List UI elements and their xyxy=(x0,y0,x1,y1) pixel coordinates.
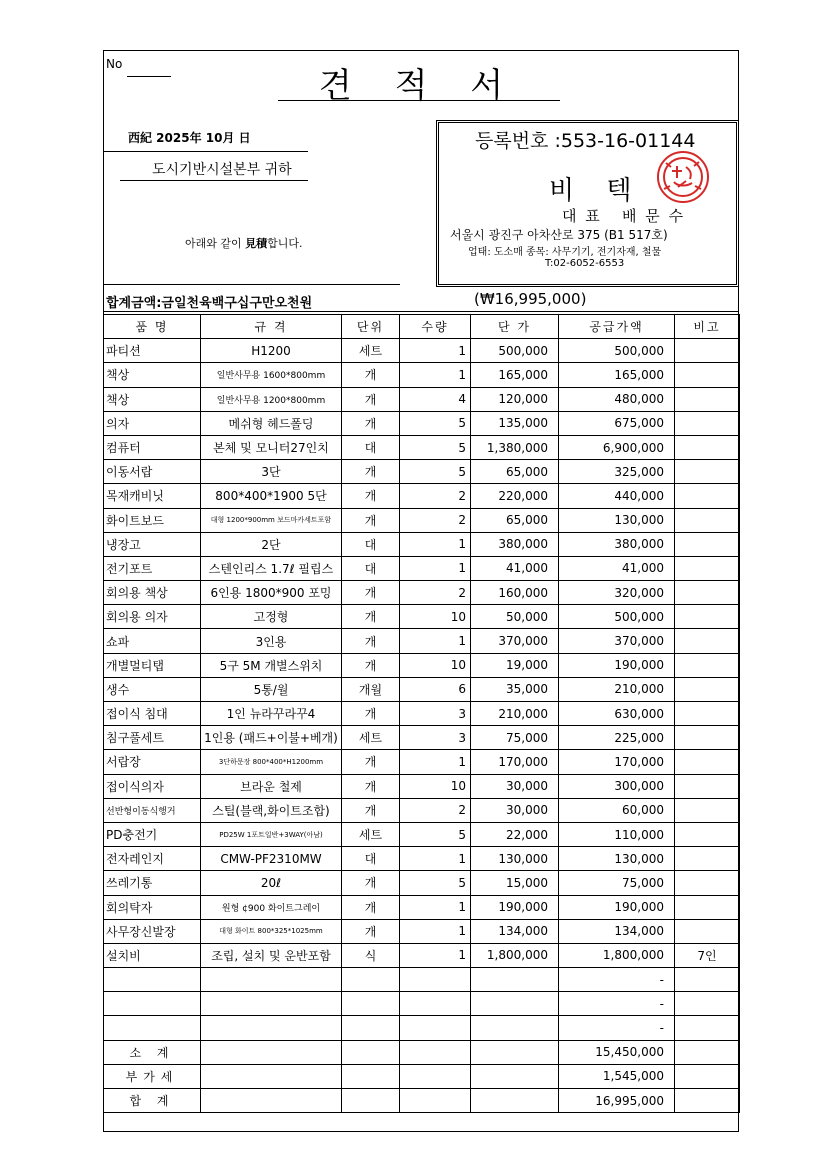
cell-note xyxy=(675,556,740,580)
table-row xyxy=(104,387,740,411)
cell-name: 설치비 xyxy=(104,943,201,967)
summary-value: 1,545,000 xyxy=(559,1064,675,1088)
cell-qty: 6 xyxy=(400,677,471,701)
summary-label: 합 계 xyxy=(104,1089,201,1113)
cell-name: 컴퓨터 xyxy=(104,435,201,459)
registration-number: 등록번호 :553-16-01144 xyxy=(475,130,696,152)
cell-name: 의자 xyxy=(104,411,201,435)
cell-note xyxy=(675,992,740,1016)
number-label: No xyxy=(106,57,123,71)
column-header-price: 단 가 xyxy=(471,315,559,339)
cell-qty: 2 xyxy=(400,798,471,822)
cell-price: 380,000 xyxy=(471,532,559,556)
cell-spec: 대형 1200*900mm 보드마카세트포함 xyxy=(201,508,342,532)
cell-note xyxy=(675,847,740,871)
cell-qty: 2 xyxy=(400,508,471,532)
cell-unit: 개 xyxy=(342,798,400,822)
table-row xyxy=(104,919,740,943)
table-row xyxy=(104,339,740,363)
cell-unit: 개 xyxy=(342,484,400,508)
cell-note xyxy=(675,919,740,943)
column-header-name: 품 명 xyxy=(104,315,201,339)
cell-spec: 6인용 1800*900 포밍 xyxy=(201,581,342,605)
table-row xyxy=(104,774,740,798)
summary-empty-cell xyxy=(675,1089,740,1113)
cell-qty: 1 xyxy=(400,943,471,967)
table-row xyxy=(104,992,740,1016)
summary-empty-cell xyxy=(342,1064,400,1088)
cell-price: 22,000 xyxy=(471,822,559,846)
summary-empty-cell xyxy=(471,1089,559,1113)
summary-empty-cell xyxy=(400,1089,471,1113)
cell-name: 책상 xyxy=(104,363,201,387)
cell-qty: 2 xyxy=(400,581,471,605)
cell-unit: 개월 xyxy=(342,677,400,701)
cell-name: 접이식 침대 xyxy=(104,702,201,726)
cell-supply: 630,000 xyxy=(559,702,675,726)
cell-price: 500,000 xyxy=(471,339,559,363)
cell-spec: 5통/월 xyxy=(201,677,342,701)
cell-name: 서랍장 xyxy=(104,750,201,774)
supplier-address: 서울시 광진구 아차산로 375 (B1 517호) xyxy=(450,228,668,242)
cell-note xyxy=(675,822,740,846)
table-row xyxy=(104,532,740,556)
cell-note xyxy=(675,750,740,774)
cell-supply: 130,000 xyxy=(559,508,675,532)
company-seal-stamp xyxy=(654,149,712,205)
cell-unit xyxy=(342,1016,400,1040)
total-amount-number: (₩16,995,000) xyxy=(474,290,587,308)
cell-name: 책상 xyxy=(104,387,201,411)
summary-row xyxy=(104,1040,740,1064)
cell-unit: 대 xyxy=(342,532,400,556)
cell-spec: 일반사무용 1200*800mm xyxy=(201,387,342,411)
cell-note xyxy=(675,581,740,605)
cell-name: 목재캐비닛 xyxy=(104,484,201,508)
cell-price xyxy=(471,968,559,992)
table-row xyxy=(104,677,740,701)
cell-note xyxy=(675,387,740,411)
cell-supply: 41,000 xyxy=(559,556,675,580)
cell-unit: 개 xyxy=(342,411,400,435)
table-row xyxy=(104,798,740,822)
cell-note xyxy=(675,653,740,677)
cell-qty: 2 xyxy=(400,484,471,508)
cell-spec: 3인용 xyxy=(201,629,342,653)
page-title: 견 적 서 xyxy=(318,66,520,106)
cell-spec: 원형 ¢900 화이트그레이 xyxy=(201,895,342,919)
cell-price: 35,000 xyxy=(471,677,559,701)
cell-price: 65,000 xyxy=(471,460,559,484)
cell-supply: 190,000 xyxy=(559,653,675,677)
summary-empty-cell xyxy=(400,1040,471,1064)
cell-spec: 스틸(블랙,화이트조합) xyxy=(201,798,342,822)
cell-name xyxy=(104,992,201,1016)
table-row xyxy=(104,605,740,629)
cell-price: 50,000 xyxy=(471,605,559,629)
cell-qty: 10 xyxy=(400,653,471,677)
cell-note xyxy=(675,798,740,822)
header-divider xyxy=(104,284,400,285)
summary-value: 16,995,000 xyxy=(559,1089,675,1113)
column-header-note: 비고 xyxy=(675,315,740,339)
cell-supply: 190,000 xyxy=(559,895,675,919)
cell-supply: - xyxy=(559,992,675,1016)
cell-unit: 개 xyxy=(342,387,400,411)
cell-name: 쓰레기통 xyxy=(104,871,201,895)
summary-row xyxy=(104,1064,740,1088)
cell-price: 370,000 xyxy=(471,629,559,653)
cell-unit: 개 xyxy=(342,774,400,798)
business-type: 업태: 도소매 종목: 사무기기, 전기자재, 철물 xyxy=(468,247,662,258)
cell-name xyxy=(104,968,201,992)
cell-spec: 메쉬형 헤드폴딩 xyxy=(201,411,342,435)
cell-price: 135,000 xyxy=(471,411,559,435)
total-amount-words: 합계금액:금일천육백구십구만오천원 xyxy=(106,296,313,311)
cell-note xyxy=(675,605,740,629)
summary-empty-cell xyxy=(471,1064,559,1088)
cell-spec: 브라운 철제 xyxy=(201,774,342,798)
cell-name: 이동서랍 xyxy=(104,460,201,484)
summary-label: 부가세 xyxy=(104,1064,201,1088)
summary-empty-cell xyxy=(201,1040,342,1064)
cell-price: 160,000 xyxy=(471,581,559,605)
column-header-supply: 공급가액 xyxy=(559,315,675,339)
table-row xyxy=(104,581,740,605)
cell-supply: 480,000 xyxy=(559,387,675,411)
cell-price: 130,000 xyxy=(471,847,559,871)
cell-price: 190,000 xyxy=(471,895,559,919)
title-underline xyxy=(278,100,560,101)
cell-spec: 대형 화이트 800*325*1025mm xyxy=(201,919,342,943)
summary-value: 15,450,000 xyxy=(559,1040,675,1064)
table-row xyxy=(104,822,740,846)
cell-qty: 1 xyxy=(400,919,471,943)
cell-spec: 3단하문장 800*400*H1200mm xyxy=(201,750,342,774)
cell-note xyxy=(675,532,740,556)
cell-qty xyxy=(400,1016,471,1040)
cell-note xyxy=(675,871,740,895)
table-row xyxy=(104,460,740,484)
cell-spec: 일반사무용 1600*800mm xyxy=(201,363,342,387)
cell-name: PD충전기 xyxy=(104,822,201,846)
cell-unit: 개 xyxy=(342,919,400,943)
cell-qty: 3 xyxy=(400,726,471,750)
cell-name: 회의용 의자 xyxy=(104,605,201,629)
cell-price: 220,000 xyxy=(471,484,559,508)
summary-empty-cell xyxy=(471,1040,559,1064)
column-header-unit: 단위 xyxy=(342,315,400,339)
supplier-phone: T:02-6052-6553 xyxy=(545,258,625,269)
cell-spec xyxy=(201,968,342,992)
cell-note xyxy=(675,629,740,653)
table-row xyxy=(104,726,740,750)
cell-qty: 1 xyxy=(400,556,471,580)
cell-supply: 300,000 xyxy=(559,774,675,798)
table-row xyxy=(104,847,740,871)
cell-qty: 5 xyxy=(400,435,471,459)
cell-unit: 개 xyxy=(342,363,400,387)
cell-spec xyxy=(201,1016,342,1040)
summary-empty-cell xyxy=(342,1089,400,1113)
cell-spec: H1200 xyxy=(201,339,342,363)
cell-qty: 5 xyxy=(400,460,471,484)
cell-price: 1,380,000 xyxy=(471,435,559,459)
cell-note xyxy=(675,339,740,363)
table-row xyxy=(104,411,740,435)
cell-note xyxy=(675,411,740,435)
cell-name: 개별멀티탭 xyxy=(104,653,201,677)
cell-unit: 개 xyxy=(342,871,400,895)
greeting-text xyxy=(185,235,303,251)
cell-qty: 1 xyxy=(400,339,471,363)
cell-unit: 개 xyxy=(342,629,400,653)
cell-unit: 세트 xyxy=(342,822,400,846)
cell-qty: 10 xyxy=(400,605,471,629)
table-row xyxy=(104,508,740,532)
cell-unit: 개 xyxy=(342,508,400,532)
cell-name: 사무장신발장 xyxy=(104,919,201,943)
table-row xyxy=(104,871,740,895)
cell-note xyxy=(675,895,740,919)
cell-unit: 개 xyxy=(342,653,400,677)
cell-supply: 500,000 xyxy=(559,339,675,363)
cell-name: 회의용 책상 xyxy=(104,581,201,605)
cell-note xyxy=(675,702,740,726)
cell-note xyxy=(675,726,740,750)
cell-qty: 1 xyxy=(400,363,471,387)
cell-name: 침구풀세트 xyxy=(104,726,201,750)
cell-name: 생수 xyxy=(104,677,201,701)
total-divider xyxy=(104,311,738,312)
cell-name xyxy=(104,1016,201,1040)
cell-price: 30,000 xyxy=(471,774,559,798)
cell-supply: 675,000 xyxy=(559,411,675,435)
cell-name: 냉장고 xyxy=(104,532,201,556)
summary-empty-cell xyxy=(675,1064,740,1088)
cell-unit: 개 xyxy=(342,605,400,629)
greeting-pre: 아래와 같이 xyxy=(185,237,246,250)
cell-unit: 개 xyxy=(342,702,400,726)
cell-spec: 스텐인리스 1.7ℓ 필립스 xyxy=(201,556,342,580)
cell-qty: 4 xyxy=(400,387,471,411)
cell-price: 41,000 xyxy=(471,556,559,580)
greeting-bold: 見積 xyxy=(245,237,268,250)
cell-spec: PD25W 1포트일반+3WAY(아남) xyxy=(201,822,342,846)
cell-spec: 2단 xyxy=(201,532,342,556)
total-amount-row xyxy=(104,290,738,312)
table-row xyxy=(104,363,740,387)
number-underline xyxy=(127,76,171,77)
cell-supply: 134,000 xyxy=(559,919,675,943)
cell-supply: 225,000 xyxy=(559,726,675,750)
cell-spec: CMW-PF2310MW xyxy=(201,847,342,871)
table-row xyxy=(104,895,740,919)
cell-unit: 개 xyxy=(342,895,400,919)
table-header-row xyxy=(104,315,740,339)
cell-unit xyxy=(342,968,400,992)
table-row xyxy=(104,653,740,677)
table-row xyxy=(104,750,740,774)
quote-table xyxy=(103,314,740,1113)
table-row xyxy=(104,484,740,508)
cell-qty: 1 xyxy=(400,750,471,774)
cell-supply: 370,000 xyxy=(559,629,675,653)
summary-empty-cell xyxy=(675,1040,740,1064)
cell-name: 회의탁자 xyxy=(104,895,201,919)
cell-price: 170,000 xyxy=(471,750,559,774)
cell-spec xyxy=(201,992,342,1016)
cell-unit: 개 xyxy=(342,581,400,605)
cell-qty: 1 xyxy=(400,895,471,919)
cell-price: 19,000 xyxy=(471,653,559,677)
cell-supply: 75,000 xyxy=(559,871,675,895)
cell-spec: 1인 뉴라꾸라꾸4 xyxy=(201,702,342,726)
cell-qty: 1 xyxy=(400,532,471,556)
cell-qty xyxy=(400,992,471,1016)
cell-note: 7인 xyxy=(675,943,740,967)
summary-empty-cell xyxy=(201,1064,342,1088)
addressee: 도시기반시설본부 귀하 xyxy=(152,162,292,178)
column-header-qty: 수량 xyxy=(400,315,471,339)
cell-spec: 20ℓ xyxy=(201,871,342,895)
cell-supply: 130,000 xyxy=(559,847,675,871)
table-row xyxy=(104,968,740,992)
cell-unit: 대 xyxy=(342,435,400,459)
cell-unit: 대 xyxy=(342,847,400,871)
cell-supply: 440,000 xyxy=(559,484,675,508)
cell-note xyxy=(675,363,740,387)
cell-unit: 대 xyxy=(342,556,400,580)
cell-price: 75,000 xyxy=(471,726,559,750)
cell-supply: - xyxy=(559,1016,675,1040)
summary-row xyxy=(104,1089,740,1113)
cell-price: 30,000 xyxy=(471,798,559,822)
cell-unit: 세트 xyxy=(342,339,400,363)
cell-price: 1,800,000 xyxy=(471,943,559,967)
table-row xyxy=(104,1016,740,1040)
addressee-underline xyxy=(120,180,308,181)
cell-spec: 800*400*1900 5단 xyxy=(201,484,342,508)
cell-supply: 110,000 xyxy=(559,822,675,846)
cell-note xyxy=(675,968,740,992)
cell-qty: 5 xyxy=(400,822,471,846)
cell-unit: 개 xyxy=(342,750,400,774)
summary-empty-cell xyxy=(400,1064,471,1088)
cell-note xyxy=(675,508,740,532)
cell-supply: 60,000 xyxy=(559,798,675,822)
summary-empty-cell xyxy=(201,1089,342,1113)
cell-note xyxy=(675,1016,740,1040)
cell-price: 65,000 xyxy=(471,508,559,532)
cell-spec: 고정형 xyxy=(201,605,342,629)
cell-supply: 325,000 xyxy=(559,460,675,484)
table-row xyxy=(104,556,740,580)
table-row xyxy=(104,943,740,967)
cell-price: 120,000 xyxy=(471,387,559,411)
cell-qty: 5 xyxy=(400,871,471,895)
cell-price xyxy=(471,992,559,1016)
cell-price: 15,000 xyxy=(471,871,559,895)
company-name: 비 텍 xyxy=(549,176,644,206)
table-row xyxy=(104,629,740,653)
cell-unit: 식 xyxy=(342,943,400,967)
cell-unit: 개 xyxy=(342,460,400,484)
cell-qty: 1 xyxy=(400,629,471,653)
cell-note xyxy=(675,460,740,484)
cell-supply: 500,000 xyxy=(559,605,675,629)
cell-spec: 3단 xyxy=(201,460,342,484)
cell-note xyxy=(675,774,740,798)
table-row xyxy=(104,702,740,726)
cell-unit xyxy=(342,992,400,1016)
cell-price: 134,000 xyxy=(471,919,559,943)
cell-supply: 380,000 xyxy=(559,532,675,556)
cell-unit: 세트 xyxy=(342,726,400,750)
cell-qty: 5 xyxy=(400,411,471,435)
summary-empty-cell xyxy=(342,1040,400,1064)
cell-name: 쇼파 xyxy=(104,629,201,653)
cell-note xyxy=(675,484,740,508)
column-header-spec: 규 격 xyxy=(201,315,342,339)
cell-name: 접이식의자 xyxy=(104,774,201,798)
cell-qty: 1 xyxy=(400,847,471,871)
cell-supply: 320,000 xyxy=(559,581,675,605)
cell-supply: - xyxy=(559,968,675,992)
cell-note xyxy=(675,435,740,459)
cell-supply: 165,000 xyxy=(559,363,675,387)
cell-supply: 210,000 xyxy=(559,677,675,701)
cell-name: 전자레인지 xyxy=(104,847,201,871)
cell-qty xyxy=(400,968,471,992)
cell-price: 210,000 xyxy=(471,702,559,726)
date-underline xyxy=(104,151,308,152)
cell-name: 전기포트 xyxy=(104,556,201,580)
cell-price xyxy=(471,1016,559,1040)
cell-spec: 조립, 설치 및 운반포함 xyxy=(201,943,342,967)
cell-note xyxy=(675,677,740,701)
summary-label: 소 계 xyxy=(104,1040,201,1064)
cell-supply: 1,800,000 xyxy=(559,943,675,967)
quote-date: 西紀 2025年 10月 日 xyxy=(128,131,251,145)
cell-price: 165,000 xyxy=(471,363,559,387)
cell-name: 선반형이동식행거 xyxy=(104,798,201,822)
cell-supply: 170,000 xyxy=(559,750,675,774)
cell-spec: 1인용 (패드+이불+베개) xyxy=(201,726,342,750)
table-row xyxy=(104,435,740,459)
cell-qty: 3 xyxy=(400,702,471,726)
cell-spec: 5구 5M 개별스위치 xyxy=(201,653,342,677)
cell-name: 화이트보드 xyxy=(104,508,201,532)
representative: 대 표 배 문 수 xyxy=(562,207,686,225)
cell-qty: 10 xyxy=(400,774,471,798)
cell-spec: 본체 및 모니터27인치 xyxy=(201,435,342,459)
greeting-post: 합니다. xyxy=(267,237,303,250)
cell-supply: 6,900,000 xyxy=(559,435,675,459)
cell-name: 파티션 xyxy=(104,339,201,363)
